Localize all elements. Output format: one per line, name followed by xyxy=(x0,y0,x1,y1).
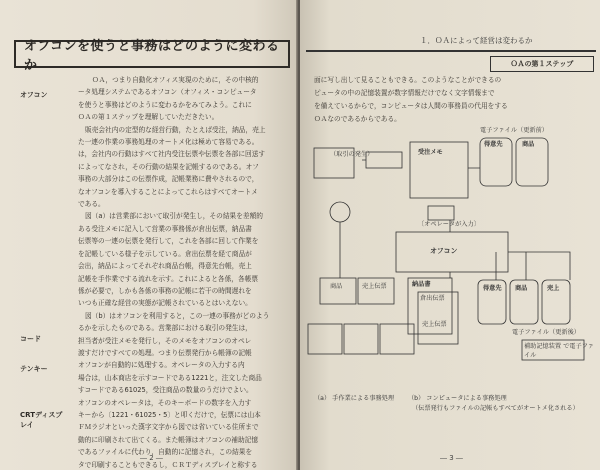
line: 担当者が受注メモを発行し，そのメモをオフコンのオペレ xyxy=(78,336,252,345)
margin-label-officecon: オフコン xyxy=(20,91,48,99)
label-invoice: 売上伝票 xyxy=(362,283,387,290)
line: 販売会社内の定型的な経営行動，たとえば受注，納品，売上 xyxy=(85,125,266,134)
line: キーから〔1221・61025・5〕と叩くだけで，伝票には山本 xyxy=(78,410,261,419)
line: るかを示したものである。営業部における取引の発生は， xyxy=(78,324,252,333)
line: 図（a）は営業部において取引が発生し，その結果を差額的 xyxy=(85,212,263,221)
label-goods: 商品 xyxy=(330,283,343,290)
label-product-b: 商品 xyxy=(515,285,528,292)
line: ある受注メモに記入して営業の事務係が倉出伝票，納品書 xyxy=(78,224,252,233)
section-title: ＯＡの第１ステップ xyxy=(490,56,594,72)
left-page xyxy=(0,0,298,470)
ledger-a-3 xyxy=(380,324,414,354)
caption-b: （b） コンピュータによる事務処理 xyxy=(408,395,507,402)
left-body-text xyxy=(78,74,290,470)
line: を備えているからで，コンピュータは人間の事務員の代用をする xyxy=(314,102,508,110)
keyboard-box xyxy=(428,206,454,220)
label-warehouse: 倉出伝票 xyxy=(420,295,445,302)
caption-a: （a） 手作業による事務処理 xyxy=(314,395,395,402)
label-customer: 得意先 xyxy=(484,141,503,148)
line: 事務の大部分はこの伝票作成，記帳業務に費やされるので， xyxy=(78,175,259,184)
caption-b-note: （伝票発行もファイルの記帳もすべてがオートメ化される） xyxy=(412,405,579,412)
right-page xyxy=(300,0,600,470)
line: であるファイルに代わり，自動的に記憶され，この結果を xyxy=(78,448,253,457)
line: いつも正確な経営の実態が記帳されているとはいえない。 xyxy=(78,299,252,308)
label-delivery: 納品書 xyxy=(412,281,431,288)
page-title: オフコンを使うと事務はどのように変わるか xyxy=(14,40,290,68)
line: ＯＡの第１ステップを理解していただきたい。 xyxy=(78,113,219,122)
line: 渡すだけですべての処理。つまり伝票発行から帳簿の記帳 xyxy=(78,348,252,357)
margin-label-crt: CRTディスプ xyxy=(20,411,63,419)
line: 面に写し出して見ることもできる。このようなことができるの xyxy=(314,76,502,84)
label-order-memo: 受注メモ xyxy=(418,149,443,156)
page-number-right: ― 3 ― xyxy=(440,454,463,462)
line: である。 xyxy=(78,200,105,209)
person-icon xyxy=(330,202,350,222)
line: によってなされ，その行動の結果を記帳するのである。オフ xyxy=(78,162,259,171)
label-efile-top: 電子ファイル（更新前） xyxy=(480,127,548,134)
label-officecon: オフコン xyxy=(430,247,458,255)
line: 係が必要で，しかも各係の事務の記帳に若干の時間遅れを xyxy=(78,286,252,295)
label-efile-updated: 電子ファイル（更新後） xyxy=(512,329,580,336)
label-assistant: 補助記憶装置 で電子ファイル xyxy=(524,343,594,359)
line: すコードである61025，受注商品の数量のうだけでよい。 xyxy=(78,386,253,395)
margin-label-code: コード xyxy=(20,335,41,343)
margin-label-crt-2: レイ xyxy=(20,421,34,429)
margin-label-tenkey: テンキー xyxy=(20,365,48,373)
line: ＯＡなのであるからである。 xyxy=(314,115,401,123)
line: を記帳している様子を示している。倉出伝票を経て商品が xyxy=(78,249,252,258)
line: 伝票等の一連の伝票を発行して，これを各部に回して作業を xyxy=(78,237,259,246)
label-keyboard: 〔オペレータが入力〕 xyxy=(418,221,480,228)
header-rule xyxy=(306,50,596,52)
line: ータ処理システムであるオフコン（オフィス・コンピュータ xyxy=(78,88,257,97)
line: ピュータの中の記憶装置が数字情報だけでなく文字情報まで xyxy=(314,89,495,97)
line: 図（b）はオフコンを利用すると，この一連の事務がどのよう xyxy=(85,311,270,320)
right-body-text xyxy=(314,74,594,126)
line: 会出，納品によってそれぞれ商品台帳，得意先台帳，売上 xyxy=(78,262,252,271)
line: 記帳を手作業でする流れを示す。これによると各係，各帳票 xyxy=(78,274,259,283)
label-sales-b: 売上 xyxy=(547,285,560,292)
line: ＯＡ，つまり自動化オフィス実現のために，その中核的 xyxy=(92,76,259,84)
page-number-left: ― 2 ― xyxy=(140,454,163,462)
line: 動的に印刷されて出てくる。また帳簿はオフコンの補助記憶 xyxy=(78,435,259,444)
line: オフコンが自動的に処理する。オペレータの入力する内 xyxy=(78,361,245,370)
label-product: 商品 xyxy=(522,141,535,148)
ledger-a-1 xyxy=(308,324,342,354)
line: タで印刷することもできるし，ＣＲＴディスプレイと称する xyxy=(78,460,258,469)
line: ＦＭラジオといった漢字文字から図では省いている住所まで xyxy=(78,423,259,432)
label-pickup: （取引の発生） xyxy=(330,151,374,158)
line: た一連の作業の事務処理のオートメ化は極めて容易である。 xyxy=(78,138,259,147)
running-header: １．ＯＡによって経営は変わるか xyxy=(420,36,533,45)
ledger-a-2 xyxy=(344,324,378,354)
line: を使うと事務はどのように変わるかをみてみよう。これに xyxy=(78,100,252,109)
label-customer-b: 得意先 xyxy=(483,285,502,292)
line: 場合は，山本商店を示すコードである1221と，注文した商品 xyxy=(78,373,262,382)
line: オフコンのオペレータは，そのキーボードの数字を入力す xyxy=(78,398,252,407)
label-sales-slip: 売上伝票 xyxy=(422,321,447,328)
line: なオフコンを導入することによってこれらはすべてオートメ xyxy=(78,187,258,196)
line: は，会社内の行動はすべて社内受注伝票や伝票を各部に回送す xyxy=(78,150,266,159)
